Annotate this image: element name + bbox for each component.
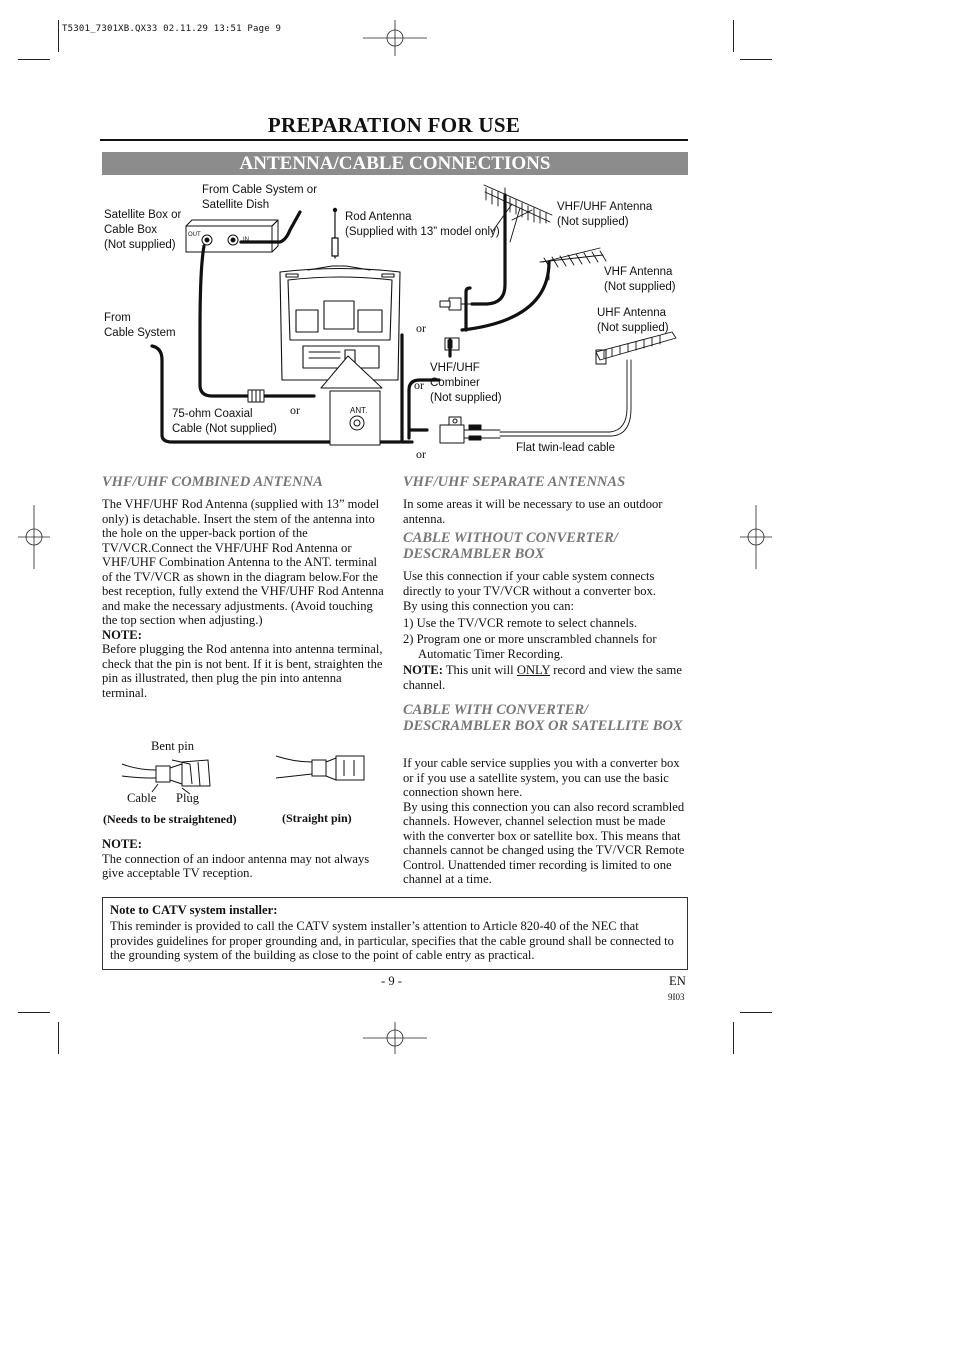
heading-combined-antenna: VHF/UHF COMBINED ANTENNA [102,474,323,490]
ant-callout [321,356,382,445]
ant-label: ANT. [350,406,368,415]
rod-antenna-illustration [332,208,338,258]
label-flat-twin-lead: Flat twin-lead cable [516,442,616,454]
only-note: NOTE: This unit will ONLY record and view the same channel. [403,663,682,692]
left-column-text [102,497,386,700]
caption-needs-straightened: (Needs to be straightened) [103,812,237,826]
port-out-label: OUT [188,232,201,238]
or-label: or [290,403,300,417]
left-note-2 [102,837,386,881]
bent-pin-label: Bent pin [151,739,195,753]
uhf-antenna-illustration [500,332,676,436]
label-from-cable-or-dish: From Cable System or Satellite Dish [202,184,318,211]
label-from-cable-system: From Cable System [104,312,176,339]
tv-vcr-illustration [280,266,400,380]
label-uhf-antenna: UHF Antenna (Not supplied) [597,307,669,334]
combiner-illustration [440,417,500,443]
plug-label: Plug [176,791,200,805]
label-vhf-antenna: VHF Antenna (Not supplied) [604,266,676,293]
catv-text: This reminder is provided to call the CATV system installer’s attention to Article 820-40 of the NEC that provides guidelines for proper grounding and, in particular, specifies that the cable ground shall be connected to the grounding system of the building as close to the point of cable entry as practical. [110,919,674,962]
cable-label: Cable [127,791,157,805]
heading-cable-with-converter: CABLE WITH CONVERTER/ DESCRAMBLER BOX OR SATELLITE BOX [403,702,683,734]
doc-code: 9I03 [668,992,685,1002]
note-paragraph: Before plugging the Rod antenna into antenna terminal, check that the pin is not bent. If it is bent, straighten the pin as illustrated, then plug the pin into antenna terminal. [102,642,383,700]
title-rule [100,139,688,141]
or-label: or [414,378,424,392]
language-code: EN [669,974,686,988]
combined-antenna-paragraph: The VHF/UHF Rod Antenna (supplied with 13” model only) is detachable. Insert the stem of the antenna into the hole on the upper-back portion of the TV/VCR.Connect the VHF/UHF Rod Antenna or VHF/UHF Combination Antenna to the ANT. terminal of the TV/VCR as shown in the diagram below.For the best reception, fully extend the VHF/UHF Rod Antenna and make the necessary adjustments. (Avoid touching the top section when adjusting.) [102,497,384,627]
caption-straight-pin: (Straight pin) [282,811,352,825]
label-combiner: VHF/UHF Combiner (Not supplied) [430,362,502,404]
list-item: 2) Program one or more unscrambled channels for Automatic Timer Recording. [403,632,657,661]
page-number: - 9 - [381,974,402,988]
right-column-text-2: If your cable service supplies you with a converter box or if you use a satellite system, you can use the basic connection shown here. By using this connection you can also record scrambled channels. However, channel selection must be made with the converter box or satellite box. This means that channels cannot be changed using the TV/VCR Remote Control. Unattended timer recording is limited to one channel at a time. [403,756,685,886]
print-slug: T5301_7301XB.QX33 02.11.29 13:51 Page 9 [62,24,282,34]
note-label: NOTE: [102,627,142,642]
label-rod-antenna: Rod Antenna (Supplied with 13” model only) [345,211,500,238]
label-coax-cable: 75-ohm Coaxial Cable (Not supplied) [172,408,277,435]
outdoor-antenna-paragraph: In some areas it will be necessary to use an outdoor antenna. [403,497,663,526]
label-vhf-uhf-antenna: VHF/UHF Antenna (Not supplied) [557,201,653,228]
catv-note-box [102,897,688,970]
page-title: PREPARATION FOR USE [267,113,521,137]
right-column-text-1: Use this connection if your cable system connects directly to your TV/VCR without a converter box. By using this connection you can: 1) Use the TV/VCR remote to select channels. 2) Program one or more unscrambled channels for Automatic Timer Recording. NOTE: This unit will ONLY record and view the same channel. [403,569,686,692]
indoor-antenna-note: The connection of an indoor antenna may not always give acceptable TV reception. [102,851,370,880]
catv-title: Note to CATV system installer: [110,903,278,917]
port-in-label: IN [243,237,249,243]
section-band: ANTENNA/CABLE CONNECTIONS [102,152,688,175]
or-label: or [416,321,426,335]
heading-cable-without-converter: CABLE WITHOUT CONVERTER/ DESCRAMBLER BOX [403,530,618,562]
label-satellite-box: Satellite Box or Cable Box (Not supplied) [104,209,182,251]
or-label: or [416,447,426,461]
heading-separate-antennas: VHF/UHF SEPARATE ANTENNAS [403,474,626,490]
note-label: NOTE: [102,837,142,851]
list-item: 1) Use the TV/VCR remote to select channels. [403,615,638,630]
